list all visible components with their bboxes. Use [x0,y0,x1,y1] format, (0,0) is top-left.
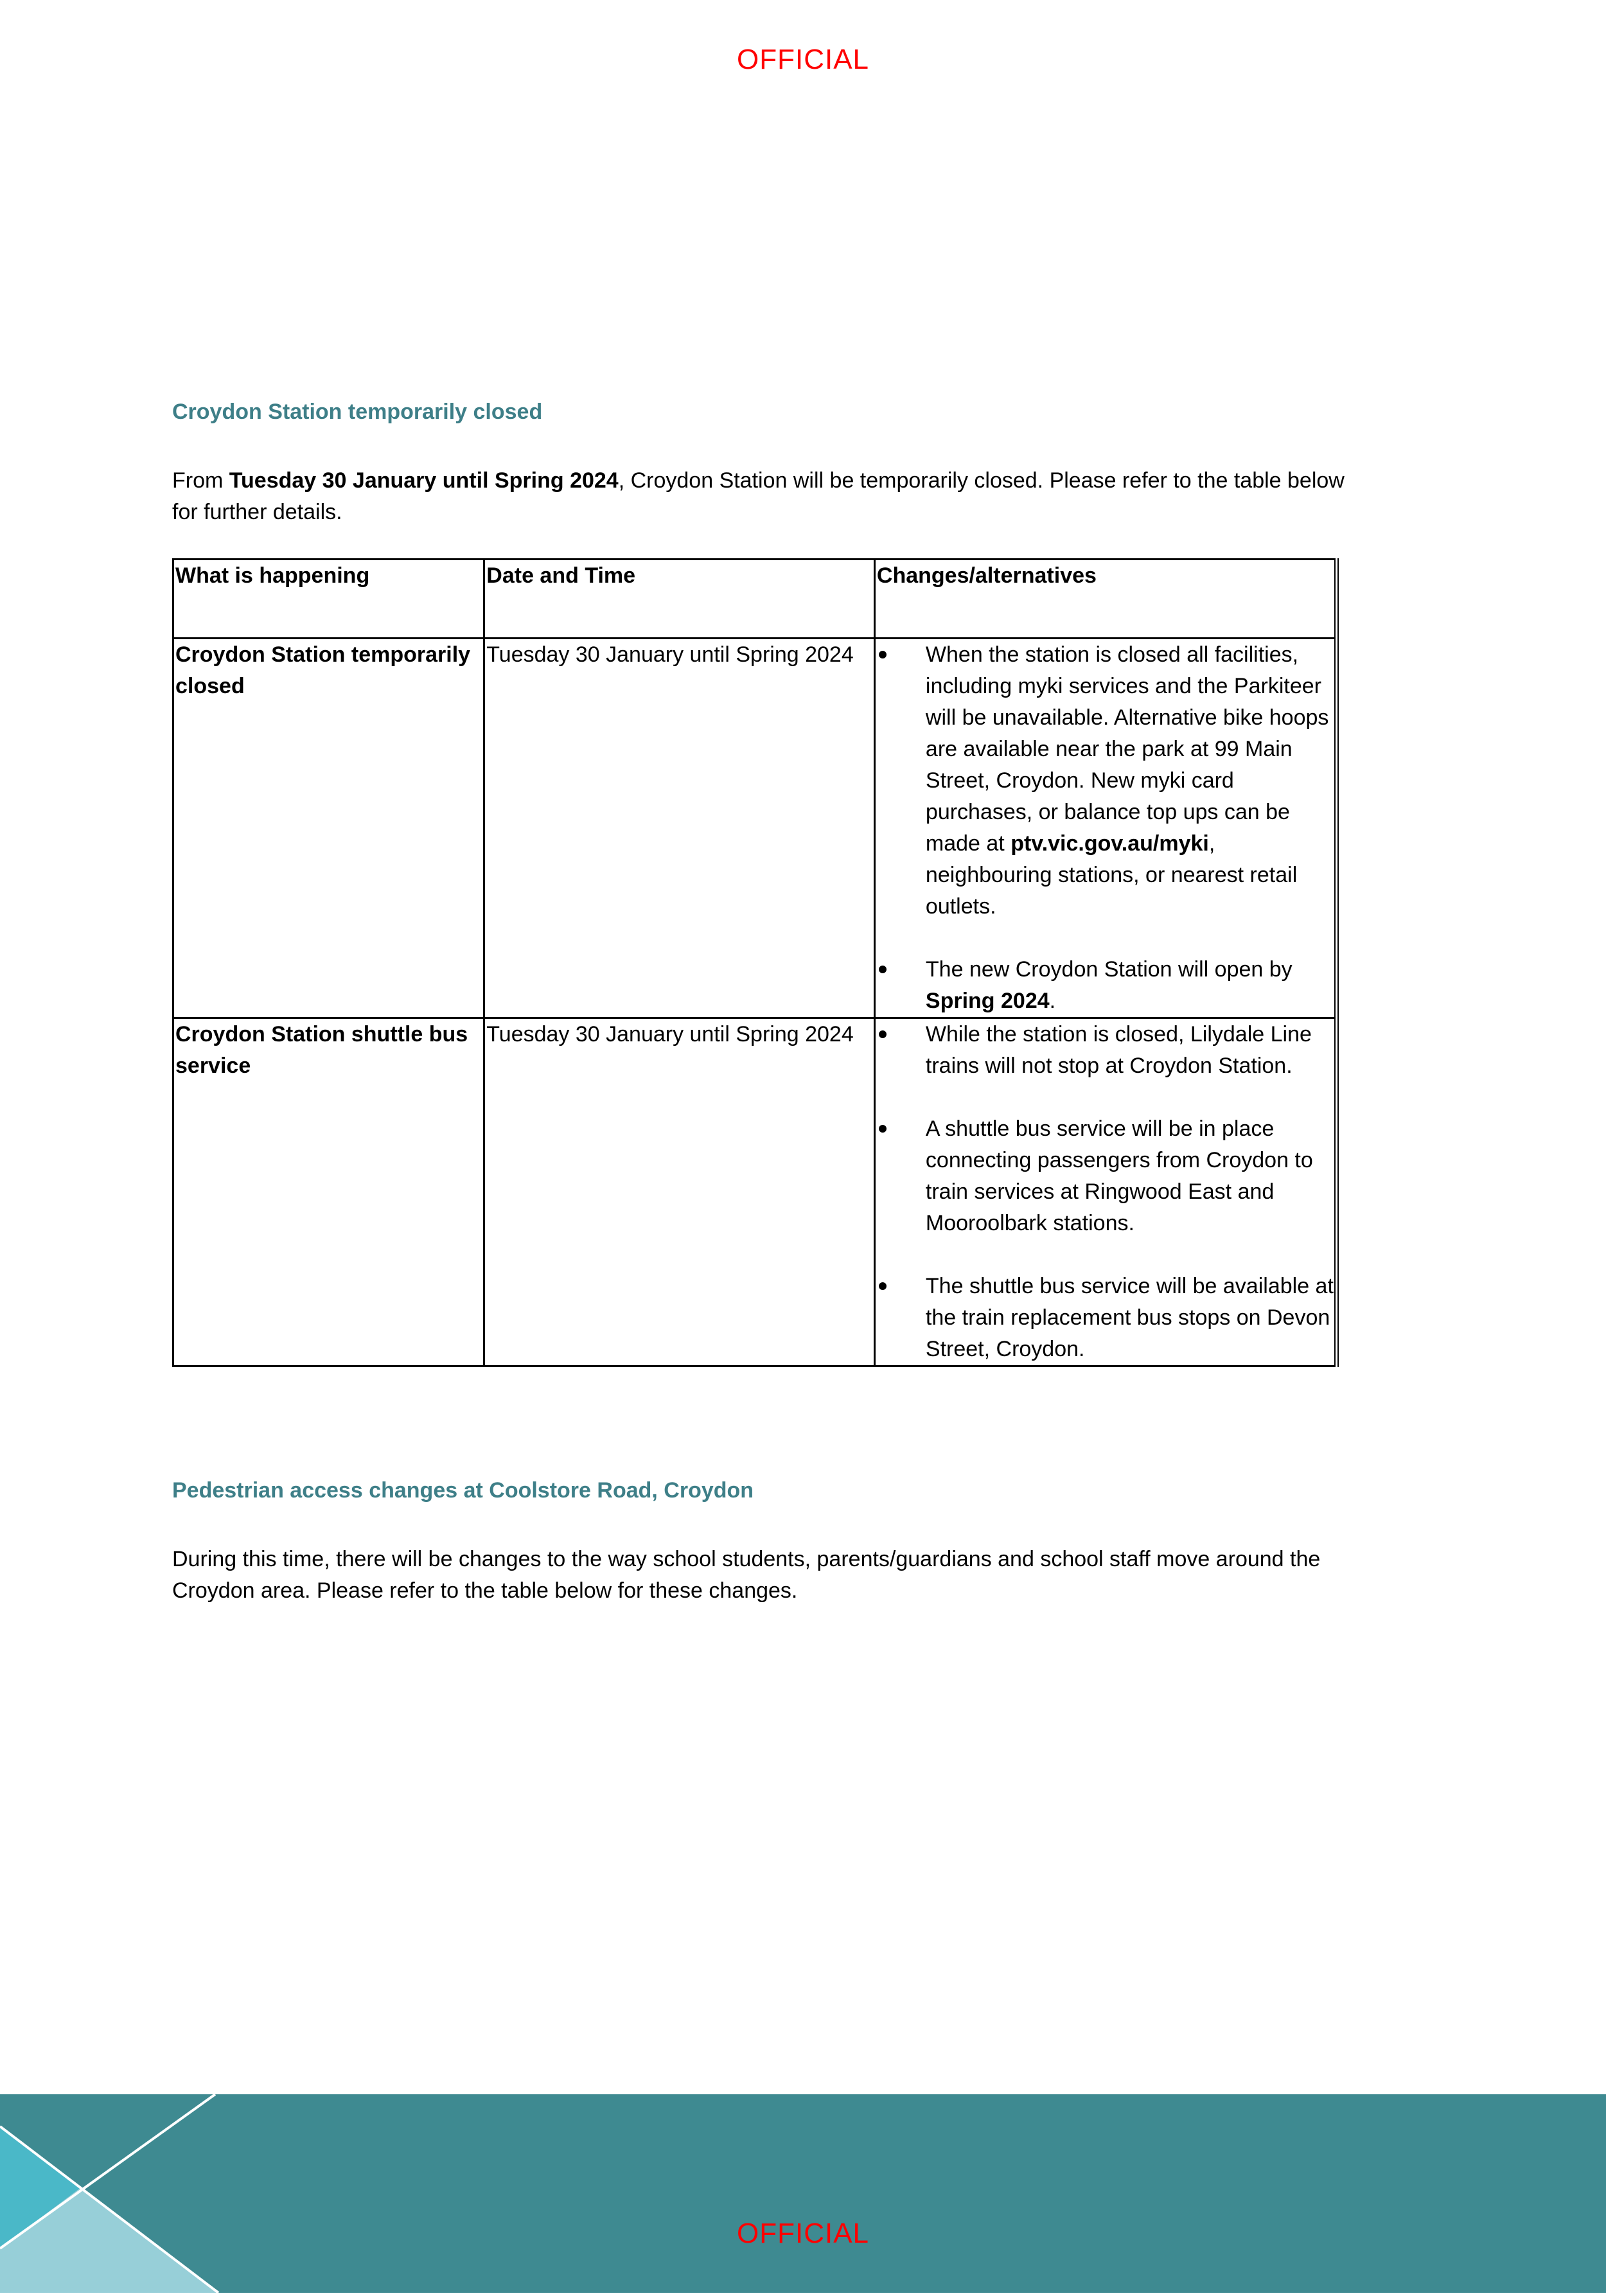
change-text: The new Croydon Station will open by [925,957,1293,982]
change-text: The shuttle bus service will be available at the train replacement bus stops on Devon Street, Croydon. [925,1274,1334,1361]
change-text: When the station is closed all facilities, including myki services and the Parkiteer will be unavailable. Alternative bike hoops are available near the park at 99 Main Street, Croydon. New myki card purchases, or balance top ups can be made at [925,642,1329,856]
section-heading-pedestrian-access: Pedestrian access changes at Coolstore Road, Croydon [172,1478,754,1503]
row-date-cell: Tuesday 30 January until Spring 2024 [484,639,875,1018]
changes-list [877,1019,1334,1365]
myki-link-text: ptv.vic.gov.au/myki [1010,831,1209,856]
classification-marking-footer: OFFICIAL [736,2218,870,2249]
classification-marking-header: OFFICIAL [736,44,870,75]
bullet-icon [879,966,887,973]
table-header-row [173,560,1337,639]
bullet-icon [879,1282,887,1290]
row-what-cell: Croydon Station temporarily closed [173,639,484,1018]
intro-date-range: Tuesday 30 January until Spring 2024 [229,468,619,493]
change-text: A shuttle bus service will be in place connecting passengers from Croydon to train services at Ringwood East and Mooroolbark stations. [925,1117,1313,1235]
list-item [877,1113,1334,1239]
station-closed-intro [172,465,1354,528]
footer-geometric-pattern-icon [0,2094,1606,2293]
table-row [173,639,1337,1018]
intro-suffix: , Croydon Station will be temporarily closed. Please refer to the table below for further details. [172,468,1345,524]
section-heading-station-closed: Croydon Station temporarily closed [172,400,543,424]
row-what-cell: Croydon Station shuttle bus service [173,1018,484,1366]
row-changes-cell [874,639,1336,1018]
change-text: . [1049,989,1056,1013]
bullet-icon [879,651,887,658]
header-changes-alternatives: Changes/alternatives [874,560,1336,639]
list-item [877,1271,1334,1365]
change-bold-text: Spring 2024 [925,989,1050,1013]
list-item [877,1019,1334,1082]
closure-details-table [172,558,1339,1367]
bullet-icon [879,1125,887,1133]
header-date-and-time: Date and Time [484,560,875,639]
footer-banner [0,2094,1606,2293]
change-text: , neighbouring stations, or nearest retail outlets. [925,831,1298,919]
list-item [877,954,1334,1017]
changes-list [877,639,1334,1017]
intro-prefix: From [172,468,229,493]
row-changes-cell [874,1018,1336,1366]
change-text: While the station is closed, Lilydale Line trains will not stop at Croydon Station. [925,1022,1312,1078]
list-item [877,639,1334,923]
header-what-is-happening: What is happening [173,560,484,639]
bullet-icon [879,1030,887,1038]
table-row [173,1018,1337,1366]
row-date-cell: Tuesday 30 January until Spring 2024 [484,1018,875,1366]
pedestrian-access-intro: During this time, there will be changes to the way school students, parents/guardians and school staff move around the Croydon area. Please refer to the table below for these changes. [172,1547,1321,1603]
